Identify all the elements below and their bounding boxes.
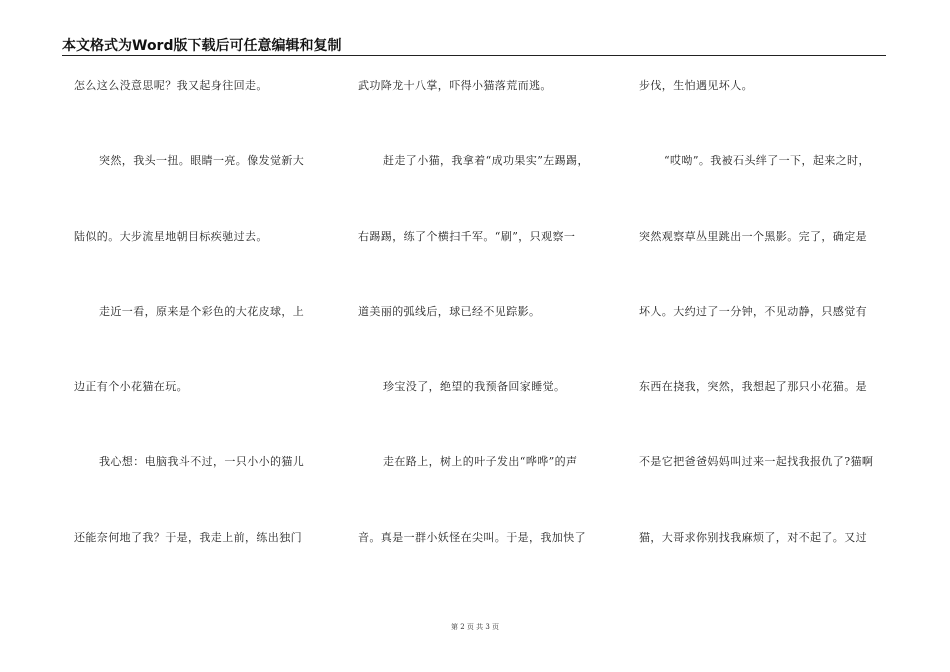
text-line: 走在路上，树上的叶子发出“哗哗”的声: [383, 455, 578, 468]
text-line: 珍宝没了，绝望的我预备回家睡觉。: [383, 380, 566, 393]
text-line: “哎呦”。我被石头绊了一下，起来之时，: [664, 154, 870, 167]
text-line: 武功降龙十八掌，吓得小猫落荒而逃。: [358, 79, 552, 92]
text-line: 走近一看，原来是个彩色的大花皮球，上: [99, 305, 305, 318]
text-line: 步伐，生怕遇见坏人。: [639, 79, 753, 92]
text-line: 不是它把爸爸妈妈叫过来一起找我报仇了?猫啊: [639, 455, 874, 468]
header-divider: [62, 55, 886, 56]
text-line: 我心想：电脑我斗不过，一只小小的猫儿: [99, 455, 305, 468]
text-line: 道美丽的弧线后，球已经不见踪影。: [358, 305, 541, 318]
text-line: 右踢踢，练了个横扫千军。“刷”，只观察一: [358, 230, 576, 243]
text-line: 突然观察草丛里跳出一个黑影。完了，确定是: [639, 230, 867, 243]
text-line: 怎么这么没意思呢？我又起身往回走。: [74, 79, 268, 92]
document-header-title: 本文格式为Word版下载后可任意编辑和复制: [62, 38, 342, 54]
text-line: 坏人。大约过了一分钟，不见动静，只感觉有: [639, 305, 867, 318]
text-line: 东西在挠我，突然，我想起了那只小花猫。是: [639, 380, 867, 393]
text-line: 陆似的。大步流星地朝目标疾驰过去。: [74, 230, 268, 243]
page-number-footer: 第 2 页 共 3 页: [450, 623, 500, 631]
text-line: 猫，大哥求你别找我麻烦了，对不起了。又过: [639, 531, 867, 544]
text-line: 还能奈何地了我？于是，我走上前，练出独门: [74, 531, 302, 544]
text-line: 赶走了小猫，我拿着“成功果实”左踢踢，: [383, 154, 589, 167]
text-line: 音。真是一群小妖怪在尖叫。于是，我加快了: [358, 531, 586, 544]
text-line: 突然，我头一扭。眼睛一亮。像发觉新大: [99, 154, 305, 167]
text-line: 边正有个小花猫在玩。: [74, 380, 188, 393]
